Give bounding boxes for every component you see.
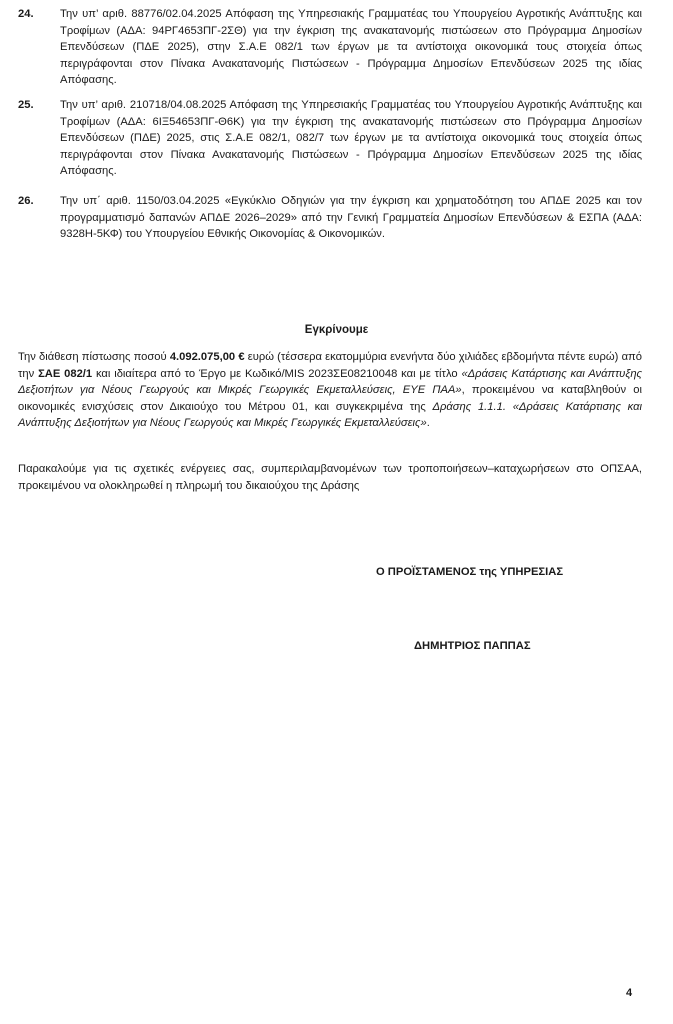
approval-text: και ιδιαίτερα από το Έργο με Κωδικό/MIS 2023ΣΕ08210048 και με τίτλο [92,367,462,380]
list-item-25 [18,97,642,180]
approval-amount: 4.092.075,00 € [169,351,245,363]
page-number: 4 [626,987,633,999]
section-heading: Εγκρίνουμε [304,324,369,336]
list-item-number: 25. [18,99,34,111]
list-item-text: Την υπ’ αριθ. 210718/04.08.2025 Απόφαση της Υπηρεσιακής Γραμματέας του Υπουργείου Αγροτικής Ανάπτυξης και Τροφίμων (ΑΔΑ: 6ΙΞ54653ΠΓ-Θ6Κ) για την έγκριση της ανακατανομής πιστώσεων στο Πρόγραμμα Δημοσίων Επενδύσεων (ΠΔΕ) 2025, στις Σ.Α.Ε 082/1, 082/7 των έργων με τα αντίστοιχα οικονομικά τους στοιχεία όπως περιγράφονται στον Πίνακα Ανακατανομής Πιστώσεων - Πρόγραμμα Δημοσίων Επενδύσεων 2025 της ιδίας Απόφασης. [60,99,642,178]
approval-paragraph [18,349,642,432]
list-item-text: Την υπ΄ αριθ. 1150/03.04.2025 «Εγκύκλιο Οδηγιών για την έγκριση και χρηματοδότηση του ΑΠΔΕ 2025 και τον προγραμματισμό δαπανών ΑΠΔΕ 2026–2029» από την Γενική Γραμματεία Δημοσίων Επενδύσεων & ΕΣΠΑ (ΑΔΑ: 9328Η-5ΚΦ) του Υπουργείου Εθνικής Οικονομίας & Οικονομικών. [60,195,642,241]
request-paragraph: Παρακαλούμε για τις σχετικές ενέργειες σας, συμπεριλαμβανομένων των τροποποιήσεων–καταχωρήσεων στο ΟΠΣΑΑ, προκειμένου να ολοκληρωθεί η πληρωμή του δικαιούχου της Δράσης [18,463,642,492]
list-item-text: Την υπ’ αριθ. 88776/02.04.2025 Απόφαση της Υπηρεσιακής Γραμματέας του Υπουργείου Αγροτικής Ανάπτυξης και Τροφίμων (ΑΔΑ: 94ΡΓ4653ΠΓ-2ΣΘ) για την έγκριση της ανακατανομής πιστώσεων στο Πρόγραμμα Δημοσίων Επενδύσεων (ΠΔΕ 2025), στην Σ.Α.Ε 082/1 των έργων με τα αντίστοιχα οικονομικά τους στοιχεία όπως περιγράφονται στον Πίνακα Ανακατανομής Πιστώσεων - Πρόγραμμα Δημοσίων Επενδύσεων 2025 της ιδίας Απόφασης. [60,8,642,87]
list-item-24 [18,6,642,89]
action-title: Δράσης 1.1.1. «Δράσεις Κατάρτισης και Ανάπτυξης Δεξιοτήτων για Νέους Γεωργούς και Μικρές Γεωργικές Εκμεταλλεύσεις» [18,400,643,430]
approval-text: , προκειμένου να καταβληθούν οι οικονομικές ενισχύσεις στον Δικαιούχο του Μέτρου 01, και συγκεκριμένα της [18,384,642,413]
list-item-number: 24. [18,8,34,20]
project-title: «Δράσεις Κατάρτισης και Ανάπτυξης Δεξιοτήτων για Νέους Γεωργούς και Μικρές Γεωργικές Εκμεταλλεύσεις, ΕΥΕ ΠΑΑ» [18,367,642,397]
signature-role: Ο ΠΡΟΪΣΤΑΜΕΝΟΣ της ΥΠΗΡΕΣΙΑΣ [376,566,564,578]
approval-text: ευρώ (τέσσερα εκατομμύρια ενενήντα δύο χιλιάδες εβδομήντα πέντε ευρώ) από την [18,351,642,380]
signature-name: ΔΗΜΗΤΡΙΟΣ ΠΑΠΠΑΣ [414,640,531,652]
list-item-number: 26. [18,195,34,207]
list-item-26 [18,193,642,243]
approval-text: Την διάθεση πίστωσης ποσού [18,351,170,363]
approval-text: . [426,417,430,430]
approval-sae: ΣΑΕ 082/1 [38,367,93,380]
